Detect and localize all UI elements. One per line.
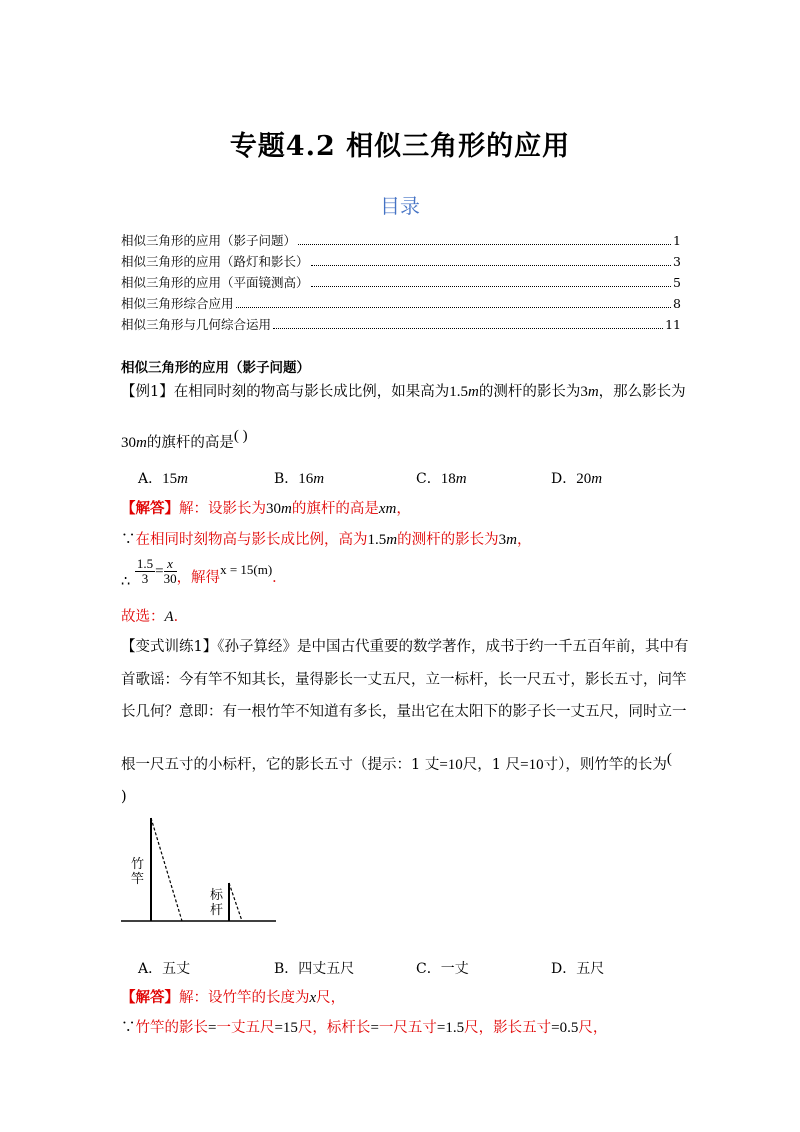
option-value: 四丈五尺 — [298, 961, 355, 977]
option-letter: D． — [551, 961, 577, 977]
option-d[interactable] — [551, 958, 604, 978]
option-letter: D． — [551, 471, 577, 487]
unit: m — [136, 435, 147, 451]
rod-label — [210, 888, 223, 918]
option-a[interactable] — [138, 958, 190, 978]
answer-text: ，解得 — [176, 569, 221, 586]
toc-item-label: 相似三角形的应用（路灯和影长） — [121, 254, 309, 269]
option-letter: A． — [138, 961, 163, 977]
value: =15 — [274, 1020, 298, 1036]
variant-text: 寸），则竹竿的长为 — [543, 757, 667, 773]
bamboo-label — [131, 857, 144, 887]
answer-choice — [121, 605, 188, 626]
variable: xm — [378, 501, 397, 517]
label-char: 竹 — [131, 857, 145, 872]
option-value: 20 — [576, 471, 592, 487]
toc-item[interactable] — [121, 294, 681, 312]
fraction — [164, 557, 177, 586]
answer-text: 解：设竹竿的长度为 — [179, 990, 310, 1006]
option-letter: C． — [416, 471, 441, 487]
example-text: 的测杆的影长为 — [478, 384, 581, 400]
value: 30 — [266, 501, 281, 517]
answer-text: 尺， — [578, 1020, 608, 1036]
answer-text: ． — [272, 569, 287, 586]
label-char: 杆 — [210, 903, 224, 918]
option-unit: m — [313, 471, 325, 487]
value: 1.5 — [449, 384, 468, 400]
value: =1.5 — [436, 1020, 465, 1036]
option-letter: B． — [274, 961, 299, 977]
answer-text: 尺，标杆长 — [297, 1020, 371, 1036]
equals-sign: = — [208, 1020, 217, 1036]
toc-item-label: 相似三角形综合应用 — [121, 296, 234, 311]
equals-sign: = — [155, 563, 164, 580]
value: 3 — [580, 384, 588, 400]
value: 3 — [498, 532, 507, 548]
toc-item[interactable] — [121, 252, 681, 270]
example-line-2 — [121, 428, 248, 452]
answer-letter: A — [164, 609, 174, 625]
answer-line-3 — [121, 556, 287, 590]
example-text: 在相同时刻的物高与影长成比例，如果高为 — [173, 384, 450, 400]
toc-item-page: 3 — [673, 254, 681, 269]
variant-tag: 【变式训练1】 — [121, 639, 218, 655]
unit: m — [506, 532, 517, 548]
fraction — [135, 557, 155, 586]
option-value: 五尺 — [576, 961, 605, 977]
because-symbol: ∵ — [121, 532, 136, 548]
option-letter: A． — [138, 471, 163, 487]
option-letter: C． — [416, 961, 441, 977]
equation: x = 15(m) — [220, 561, 273, 577]
answer-text: 尺，影长五寸 — [464, 1020, 552, 1036]
option-b[interactable] — [274, 958, 354, 978]
answer-blank: ( ) — [233, 428, 248, 444]
bamboo-sun-ray — [151, 818, 182, 921]
answer-text: 的旗杆的高是 — [291, 501, 379, 517]
option-value: 18 — [440, 471, 456, 487]
answer-line-1 — [121, 497, 411, 518]
because-symbol: ∵ — [121, 1020, 136, 1036]
value: 30 — [121, 435, 136, 451]
variant-answer-line-1 — [121, 986, 345, 1007]
example-line-1 — [121, 380, 686, 401]
toc-item[interactable] — [121, 315, 681, 333]
answer-text: ， — [396, 501, 411, 517]
option-a[interactable] — [138, 468, 188, 488]
answer-blank: ( — [666, 751, 672, 767]
variant-line-4 — [121, 753, 672, 774]
toc-item-label: 相似三角形的应用（平面镜测高） — [121, 275, 309, 290]
option-letter: B． — [274, 471, 299, 487]
page-title: 专题4.2 相似三角形的应用 — [229, 131, 571, 162]
denominator: 3 — [141, 571, 149, 586]
value: =10 — [520, 757, 544, 773]
toc-leader — [311, 265, 672, 266]
answer-text: ， — [516, 532, 532, 548]
variant-line-5: ) — [121, 789, 127, 805]
answer-text: 一尺五寸 — [378, 1020, 437, 1036]
unit: m — [386, 532, 398, 548]
toc-item-page: 5 — [673, 275, 681, 290]
variant-text: 《孙子算经》是中国古代重要的数学著作，成书于约一千五百年前，其中有 — [217, 639, 689, 655]
bamboo-shadow-figure — [118, 815, 278, 927]
toc-item-label: 相似三角形的应用（影子问题） — [121, 233, 297, 248]
answer-text: 解：设影长为 — [179, 501, 266, 517]
value: =0.5 — [551, 1020, 579, 1036]
answer-text: 故选： — [121, 609, 165, 625]
therefore-symbol: ∴ — [121, 573, 131, 590]
option-value: 一丈 — [440, 961, 469, 977]
variant-text: 根一尺五寸的小标杆，它的影长五寸（提示：1 丈 — [121, 757, 440, 773]
variant-line-2: 首歌谣：今有竿不知其长，量得影长一丈五尺，立一标杆，长一尺五寸，影长五寸，问竿 — [121, 672, 687, 688]
option-unit: m — [455, 471, 467, 487]
option-b[interactable] — [274, 468, 324, 488]
example-text: 的旗杆的高是 — [146, 435, 234, 451]
equals-sign: = — [370, 1020, 379, 1036]
numerator: x — [164, 557, 177, 572]
section-heading: 相似三角形的应用（影子问题） — [121, 360, 310, 376]
toc-leader — [298, 244, 671, 245]
variant-line-3: 长几何？意即：有一根竹竿不知道有多长，量出它在太阳下的影子长一丈五尺，同时立一 — [121, 704, 687, 720]
option-unit: m — [591, 471, 603, 487]
toc-item[interactable] — [121, 231, 681, 249]
answer-text: 在相同时刻物高与影长成比例，高为 — [135, 532, 368, 548]
variant-line-1 — [121, 635, 688, 656]
unit: m — [281, 501, 292, 517]
option-c[interactable] — [416, 958, 469, 978]
value: 1.5 — [367, 532, 387, 548]
toc-leader — [311, 286, 672, 287]
unit: m — [587, 384, 599, 400]
variant-text: 尺，1 尺 — [462, 757, 521, 773]
toc-item-page: 1 — [673, 233, 681, 248]
option-value: 15 — [162, 471, 178, 487]
option-d[interactable] — [551, 468, 602, 488]
answer-text: ． — [173, 609, 189, 625]
toc-item[interactable] — [121, 273, 681, 291]
denominator: 30 — [163, 571, 177, 586]
label-char: 标 — [210, 888, 224, 903]
example-text: ，那么影长为 — [598, 384, 686, 400]
toc-item-label: 相似三角形与几何综合运用 — [121, 317, 272, 332]
option-unit: m — [177, 471, 188, 487]
answer-tag: 【解答】 — [121, 500, 179, 517]
variable: x — [309, 990, 317, 1006]
option-value: 16 — [298, 471, 314, 487]
label-char: 竿 — [131, 872, 145, 887]
answer-text: 竹竿的影长 — [135, 1020, 208, 1036]
unit: m — [467, 384, 479, 400]
answer-text: 的测杆的影长为 — [397, 532, 499, 548]
option-value: 五丈 — [162, 961, 191, 977]
answer-tag: 【解答】 — [121, 989, 179, 1006]
toc-leader — [236, 307, 672, 308]
toc-heading: 目录 — [380, 194, 420, 218]
example-tag: 【例1】 — [121, 384, 174, 400]
variant-answer-line-2 — [121, 1016, 607, 1037]
value: =10 — [439, 757, 463, 773]
toc-leader — [273, 328, 663, 329]
answer-line-2 — [121, 528, 531, 549]
option-c[interactable] — [416, 468, 467, 488]
numerator: 1.5 — [136, 556, 154, 571]
answer-text: 尺， — [316, 990, 346, 1006]
rod-sun-ray — [229, 883, 242, 921]
toc-item-page: 11 — [665, 317, 681, 332]
toc-item-page: 8 — [673, 296, 681, 311]
answer-text: 一丈五尺 — [216, 1020, 275, 1036]
